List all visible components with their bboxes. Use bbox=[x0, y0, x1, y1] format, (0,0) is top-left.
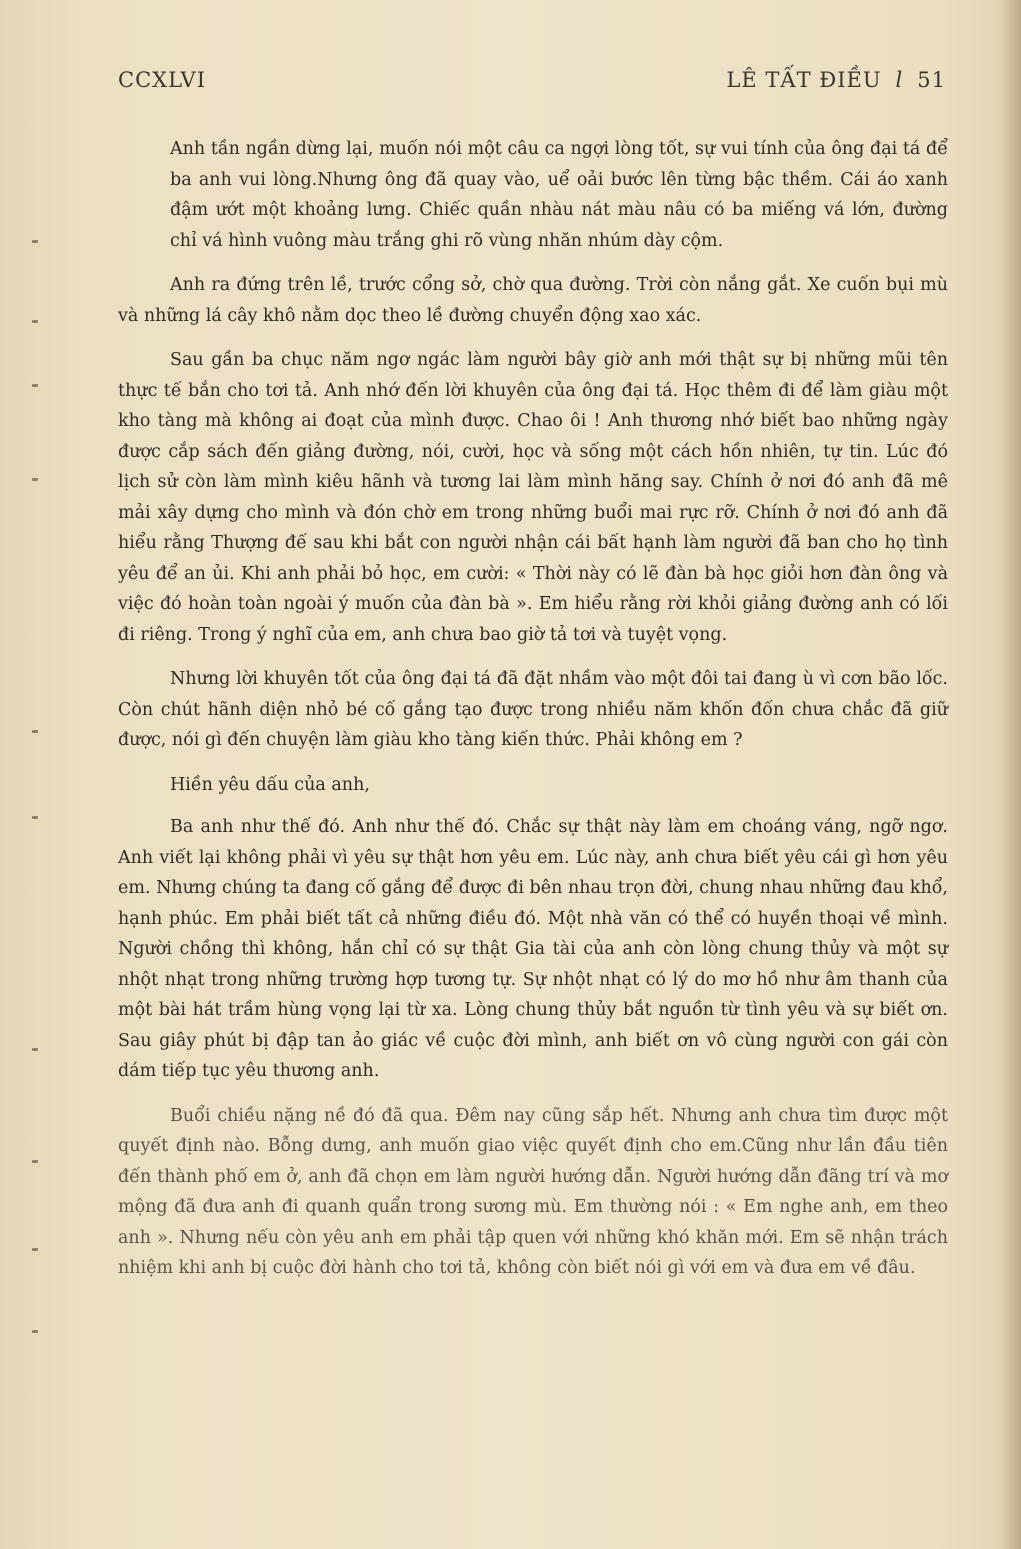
paragraph: Nhưng lời khuyên tốt của ông đại tá đã đặt nhầm vào một đôi tai đang ù vì cơn bão lốc. Còn chút hãnh diện nhỏ bé cố gắng tạo được trong nhiều năm khốn đốn chưa chắc đã giữ được, nói gì đến chuyện làm giàu kho tàng kiến thức. Phải không em ? bbox=[118, 669, 948, 750]
paragraph: Anh tần ngần dừng lại, muốn nói một câu ca ngợi lòng tốt, sự vui tính của ông đại tá để ba anh vui lòng.Nhưng ông đã quay vào, uể oải bước lên từng bậc thềm. Cái áo xanh đậm ướt một khoảng lưng. Chiếc quần nhàu nát màu nâu có ba miếng vá lớn, đường chỉ vá hình vuông màu trắng ghi rõ vùng nhăn nhúm dày cộm. bbox=[170, 139, 948, 251]
margin-dot bbox=[32, 1160, 38, 1163]
margin-dot bbox=[32, 384, 38, 387]
margin-dot bbox=[32, 478, 38, 481]
author-name: LÊ TẤT ĐIỀU bbox=[726, 68, 882, 92]
paragraph: Sau gần ba chục năm ngơ ngác làm người bây giờ anh mới thật sự bị những mũi tên thực tế bắn cho tơi tả. Anh nhớ đến lời khuyên của ông đại tá. Học thêm đi để làm giàu một kho tàng mà không ai đoạt của mình được. Chao ôi ! Anh thương nhớ biết bao những ngày được cắp sách đến giảng đường, nói, cười, học và sống một cách hồn nhiên, tự tin. Lúc đó lịch sử còn làm mình kiêu hãnh và tương lai làm mình hăng say. Chính ở nơi đó anh đã mê mải xây dựng cho mình và đón chờ em trong những buổi mai rực rỡ. Chính ở nơi đó anh đã hiểu rằng Thượng đế sau khi bắt con người nhận cái bất hạnh làm người đã ban cho họ tình yêu để an ủi. Khi anh phải bỏ học, em cười: « Thời này có lẽ đàn bà học giỏi hơn đàn ông và việc đó hoàn toàn ngoài ý muốn của đàn bà ». Em hiểu rằng rời khỏi giảng đường anh có lối đi riêng. Trong ý nghĩ của em, anh chưa bao giờ tả tơi và tuyệt vọng. bbox=[118, 350, 948, 645]
margin-dot bbox=[32, 730, 38, 733]
margin-dot bbox=[32, 1330, 38, 1333]
body-text bbox=[118, 134, 948, 1278]
margin-dot bbox=[32, 320, 38, 323]
page-edge-shadow bbox=[999, 0, 1021, 1549]
running-header bbox=[118, 68, 946, 98]
margin-dot bbox=[32, 1048, 38, 1051]
paragraph: Buổi chiều nặng nề đó đã qua. Đêm nay cũng sắp hết. Nhưng anh chưa tìm được một quyết định nào. Bỗng dưng, anh muốn giao việc quyết định cho em.Cũng như lần đầu tiên đến thành phố em ở, anh đã chọn em làm người hướng dẫn. Người hướng dẫn đãng trí và mơ mộng đã đưa anh đi quanh quẩn trong sương mù. Em thường nói : « Em nghe anh, em theo anh ». Nhưng nếu còn yêu anh em phải tập quen với những khó khăn mới. Em sẽ nhận trách nhiệm khi anh bị cuộc đời hành cho tơi tả, không còn biết nói gì với em và đưa em về đâu. bbox=[118, 1105, 948, 1278]
salutation: Hiền yêu dấu của anh, bbox=[170, 774, 370, 795]
header-right bbox=[726, 68, 946, 92]
header-separator: l bbox=[895, 68, 904, 92]
margin-dot bbox=[32, 816, 38, 819]
margin-dot bbox=[32, 1248, 38, 1251]
chapter-number: CCXLVI bbox=[118, 68, 207, 92]
paragraph: Ba anh như thế đó. Anh như thế đó. Chắc sự thật này làm em choáng váng, ngỡ ngơ. Anh viết lại không phải vì yêu sự thật hơn yêu em. Lúc này, anh chưa biết yêu cái gì hơn yêu em. Nhưng chúng ta đang cố gắng để được đi bên nhau trọn đời, chung nhau những đau khổ, hạnh phúc. Em phải biết tất cả những điều đó. Một nhà văn có thể có huyền thoại về mình. Người chồng thì không, hắn chỉ có sự thật Gia tài của anh còn lòng chung thủy và một sự nhột nhạt trong những trường hợp tương tự. Sự nhột nhạt có lý do mơ hồ như âm thanh của một bài hát trầm hùng vọng lại từ xa. Lòng chung thủy bắt nguồn từ tình yêu và sự biết ơn. Sau giây phút bị đập tan ảo giác về cuộc đời mình, anh biết ơn vô cùng người con gái còn dám tiếp tục yêu thương anh. bbox=[118, 817, 948, 1081]
page-number: 51 bbox=[917, 68, 946, 92]
paragraph: Anh ra đứng trên lề, trước cổng sở, chờ qua đường. Trời còn nắng gắt. Xe cuốn bụi mù và những lá cây khô nằm dọc theo lề đường chuyển động xao xác. bbox=[118, 275, 948, 326]
margin-dot bbox=[32, 240, 38, 243]
